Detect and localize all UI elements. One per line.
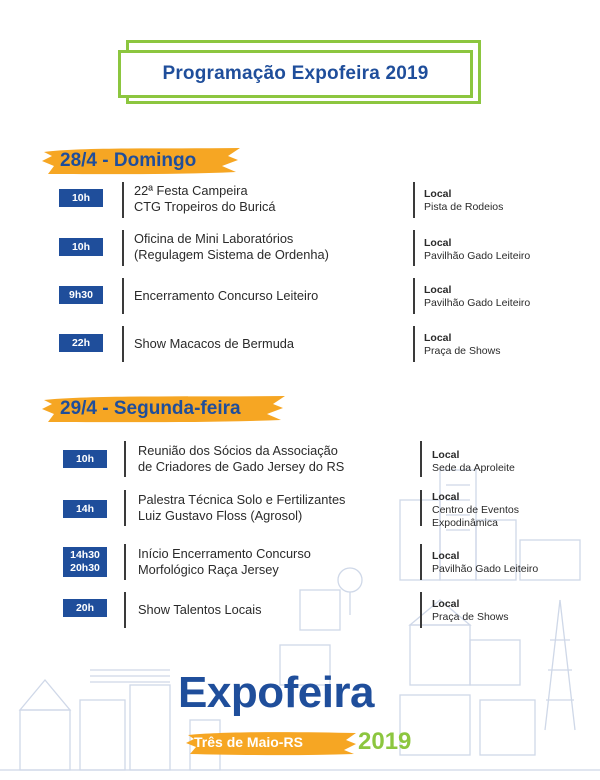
event-row bbox=[0, 278, 600, 318]
divider bbox=[413, 230, 415, 266]
divider bbox=[420, 592, 422, 628]
event-row bbox=[0, 326, 600, 366]
time-badge: 22h bbox=[59, 334, 103, 352]
divider bbox=[124, 490, 126, 526]
day-banner-1 bbox=[42, 146, 242, 176]
event-row bbox=[0, 592, 600, 632]
event-row bbox=[0, 544, 600, 584]
event-location: Local Praça de Shows bbox=[432, 598, 509, 623]
day-banner-2 bbox=[42, 394, 287, 424]
time-badge: 14h bbox=[63, 500, 107, 518]
divider bbox=[420, 441, 422, 477]
time-badge: 10h bbox=[63, 450, 107, 468]
event-row bbox=[0, 182, 600, 222]
time-badge: 14h30 20h30 bbox=[63, 547, 107, 577]
event-location: Local Praça de Shows bbox=[424, 332, 501, 357]
event-location: Local Pista de Rodeios bbox=[424, 188, 504, 213]
event-location: Local Sede da Aproleite bbox=[432, 449, 515, 474]
event-description: Reunião dos Sócios da Associação de Criadores de Gado Jersey do RS bbox=[138, 443, 345, 474]
event-location: Local Pavilhão Gado Leiteiro bbox=[424, 284, 531, 309]
divider bbox=[124, 544, 126, 580]
event-description: Início Encerramento Concurso Morfológico Raça Jersey bbox=[138, 546, 311, 577]
event-description: Show Talentos Locais bbox=[138, 602, 262, 617]
event-description: 22ª Festa Campeira CTG Tropeiros do Buricá bbox=[134, 183, 276, 214]
time-badge: 20h bbox=[63, 599, 107, 617]
divider bbox=[413, 326, 415, 362]
day-label: 29/4 - Segunda-feira bbox=[60, 398, 241, 419]
divider bbox=[124, 441, 126, 477]
divider bbox=[122, 182, 124, 218]
divider bbox=[122, 278, 124, 314]
day-label: 28/4 - Domingo bbox=[60, 150, 197, 171]
event-description: Oficina de Mini Laboratórios (Regulagem Sistema de Ordenha) bbox=[134, 231, 329, 262]
event-description: Show Macacos de Bermuda bbox=[134, 336, 295, 351]
event-row bbox=[0, 230, 600, 270]
divider bbox=[420, 544, 422, 580]
divider bbox=[122, 326, 124, 362]
divider bbox=[420, 490, 422, 526]
event-row bbox=[0, 441, 600, 481]
divider bbox=[413, 182, 415, 218]
logo-year: 2019 bbox=[358, 728, 412, 755]
event-location: Local Pavilhão Gado Leiteiro bbox=[424, 237, 531, 262]
divider bbox=[122, 230, 124, 266]
divider bbox=[413, 278, 415, 314]
time-badge: 10h bbox=[59, 189, 103, 207]
event-location: Local Centro de Eventos Expodinâmica bbox=[432, 491, 519, 529]
title-box bbox=[118, 50, 473, 98]
event-row bbox=[0, 490, 600, 530]
event-description: Encerramento Concurso Leiteiro bbox=[134, 288, 319, 303]
event-location: Local Pavilhão Gado Leiteiro bbox=[432, 550, 539, 575]
logo-city: Três de Maio-RS bbox=[194, 734, 303, 750]
time-badge: 10h bbox=[59, 238, 103, 256]
divider bbox=[124, 592, 126, 628]
event-description: Palestra Técnica Solo e Fertilizantes Luiz Gustavo Floss (Agrosol) bbox=[138, 492, 346, 523]
page-title: Programação Expofeira 2019 bbox=[162, 63, 429, 84]
logo-wordmark: Expofeira bbox=[178, 668, 375, 717]
time-badge: 9h30 bbox=[59, 286, 103, 304]
